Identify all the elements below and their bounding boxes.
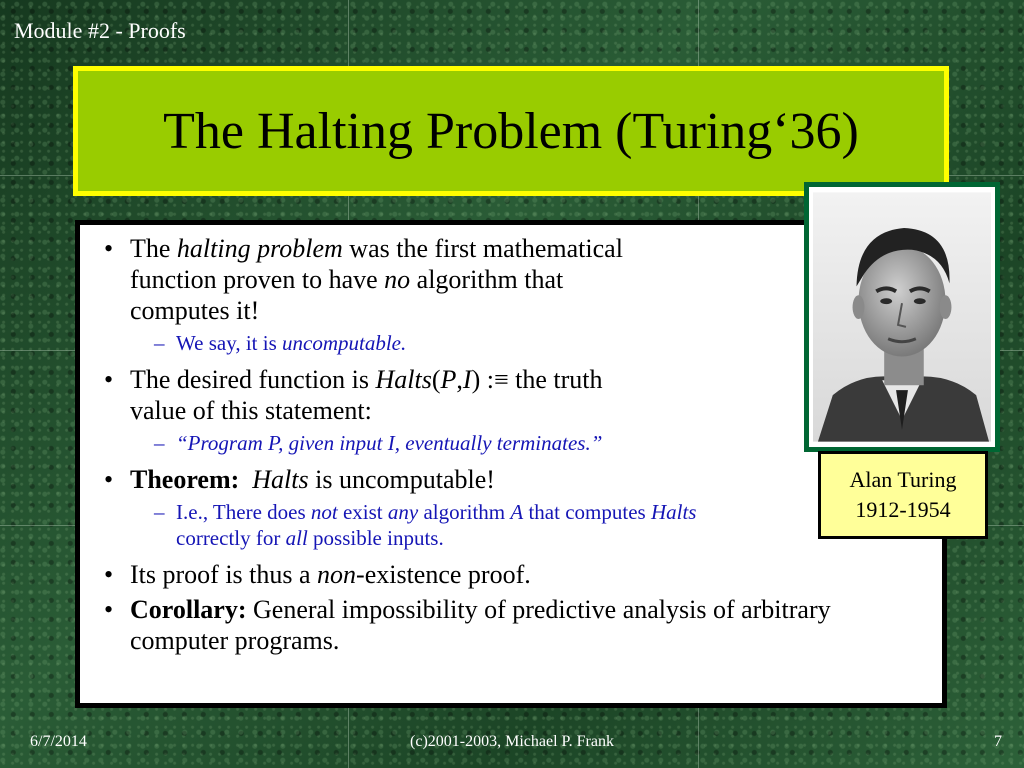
text-italic: uncomputable. <box>282 331 407 355</box>
module-label: Module #2 - Proofs <box>14 18 186 43</box>
bullet-corollary <box>94 594 924 656</box>
text: algorithm <box>418 500 511 524</box>
text: Its proof is thus a <box>130 560 318 589</box>
footer-page-number: 7 <box>994 733 1002 750</box>
text: The desired function is <box>130 365 376 394</box>
subbullet-no-algorithm <box>94 499 776 551</box>
portrait-caption <box>818 451 988 539</box>
text-italic: non <box>317 560 357 589</box>
text-italic: not <box>310 500 338 524</box>
portrait-frame <box>804 182 1000 452</box>
bullet-halting-problem <box>94 233 630 326</box>
text-bold: Corollary: <box>130 595 247 624</box>
text: The <box>130 234 177 263</box>
text-italic: P <box>440 365 457 394</box>
text-bold: Theorem: <box>130 465 240 494</box>
text: possible inputs. <box>307 526 444 550</box>
bullet-halts-function <box>94 364 650 426</box>
text: was the first mathematical function proven to have <box>130 234 623 294</box>
text-italic: no <box>384 265 411 294</box>
text: exist <box>337 500 388 524</box>
text-italic: Halts <box>650 500 697 524</box>
title-box <box>73 66 949 196</box>
text: algorithm that computes it! <box>130 265 564 325</box>
portrait-photo <box>813 191 991 443</box>
text: I.e., There does <box>176 500 311 524</box>
text-italic: any <box>387 500 419 524</box>
text-italic: Halts <box>375 365 432 394</box>
text: that computes <box>523 500 651 524</box>
subbullet-uncomputable <box>94 330 924 356</box>
text: ) :≡ the truth value of this statement: <box>130 365 603 425</box>
text-italic: halting problem <box>176 234 343 263</box>
text: -existence proof. <box>356 560 531 589</box>
caption-name: Alan Turing <box>849 467 957 492</box>
text-italic: Halts <box>252 465 309 494</box>
bullet-theorem <box>94 464 650 495</box>
footer-date: 6/7/2014 <box>30 733 87 750</box>
text <box>239 465 252 494</box>
caption-years: 1912-1954 <box>855 497 951 522</box>
text: General impossibility of predictive analysis of arbitrary computer programs. <box>130 595 831 655</box>
text: is uncomputable! <box>308 465 495 494</box>
text: ( <box>431 365 441 394</box>
text-italic: A <box>510 500 524 524</box>
subbullet-program-statement <box>94 430 924 456</box>
text-italic: all <box>285 526 308 550</box>
text: , <box>456 365 463 394</box>
text: correctly for <box>176 526 286 550</box>
text-italic: I <box>462 365 472 394</box>
footer-copyright: (c)2001-2003, Michael P. Frank <box>410 733 614 750</box>
slide-title: The Halting Problem (Turing‘36) <box>163 102 859 160</box>
text: We say, it is <box>176 331 283 355</box>
bullet-non-existence <box>94 559 924 590</box>
text-italic: “Program P, given input I, eventually terminates.” <box>176 431 603 455</box>
